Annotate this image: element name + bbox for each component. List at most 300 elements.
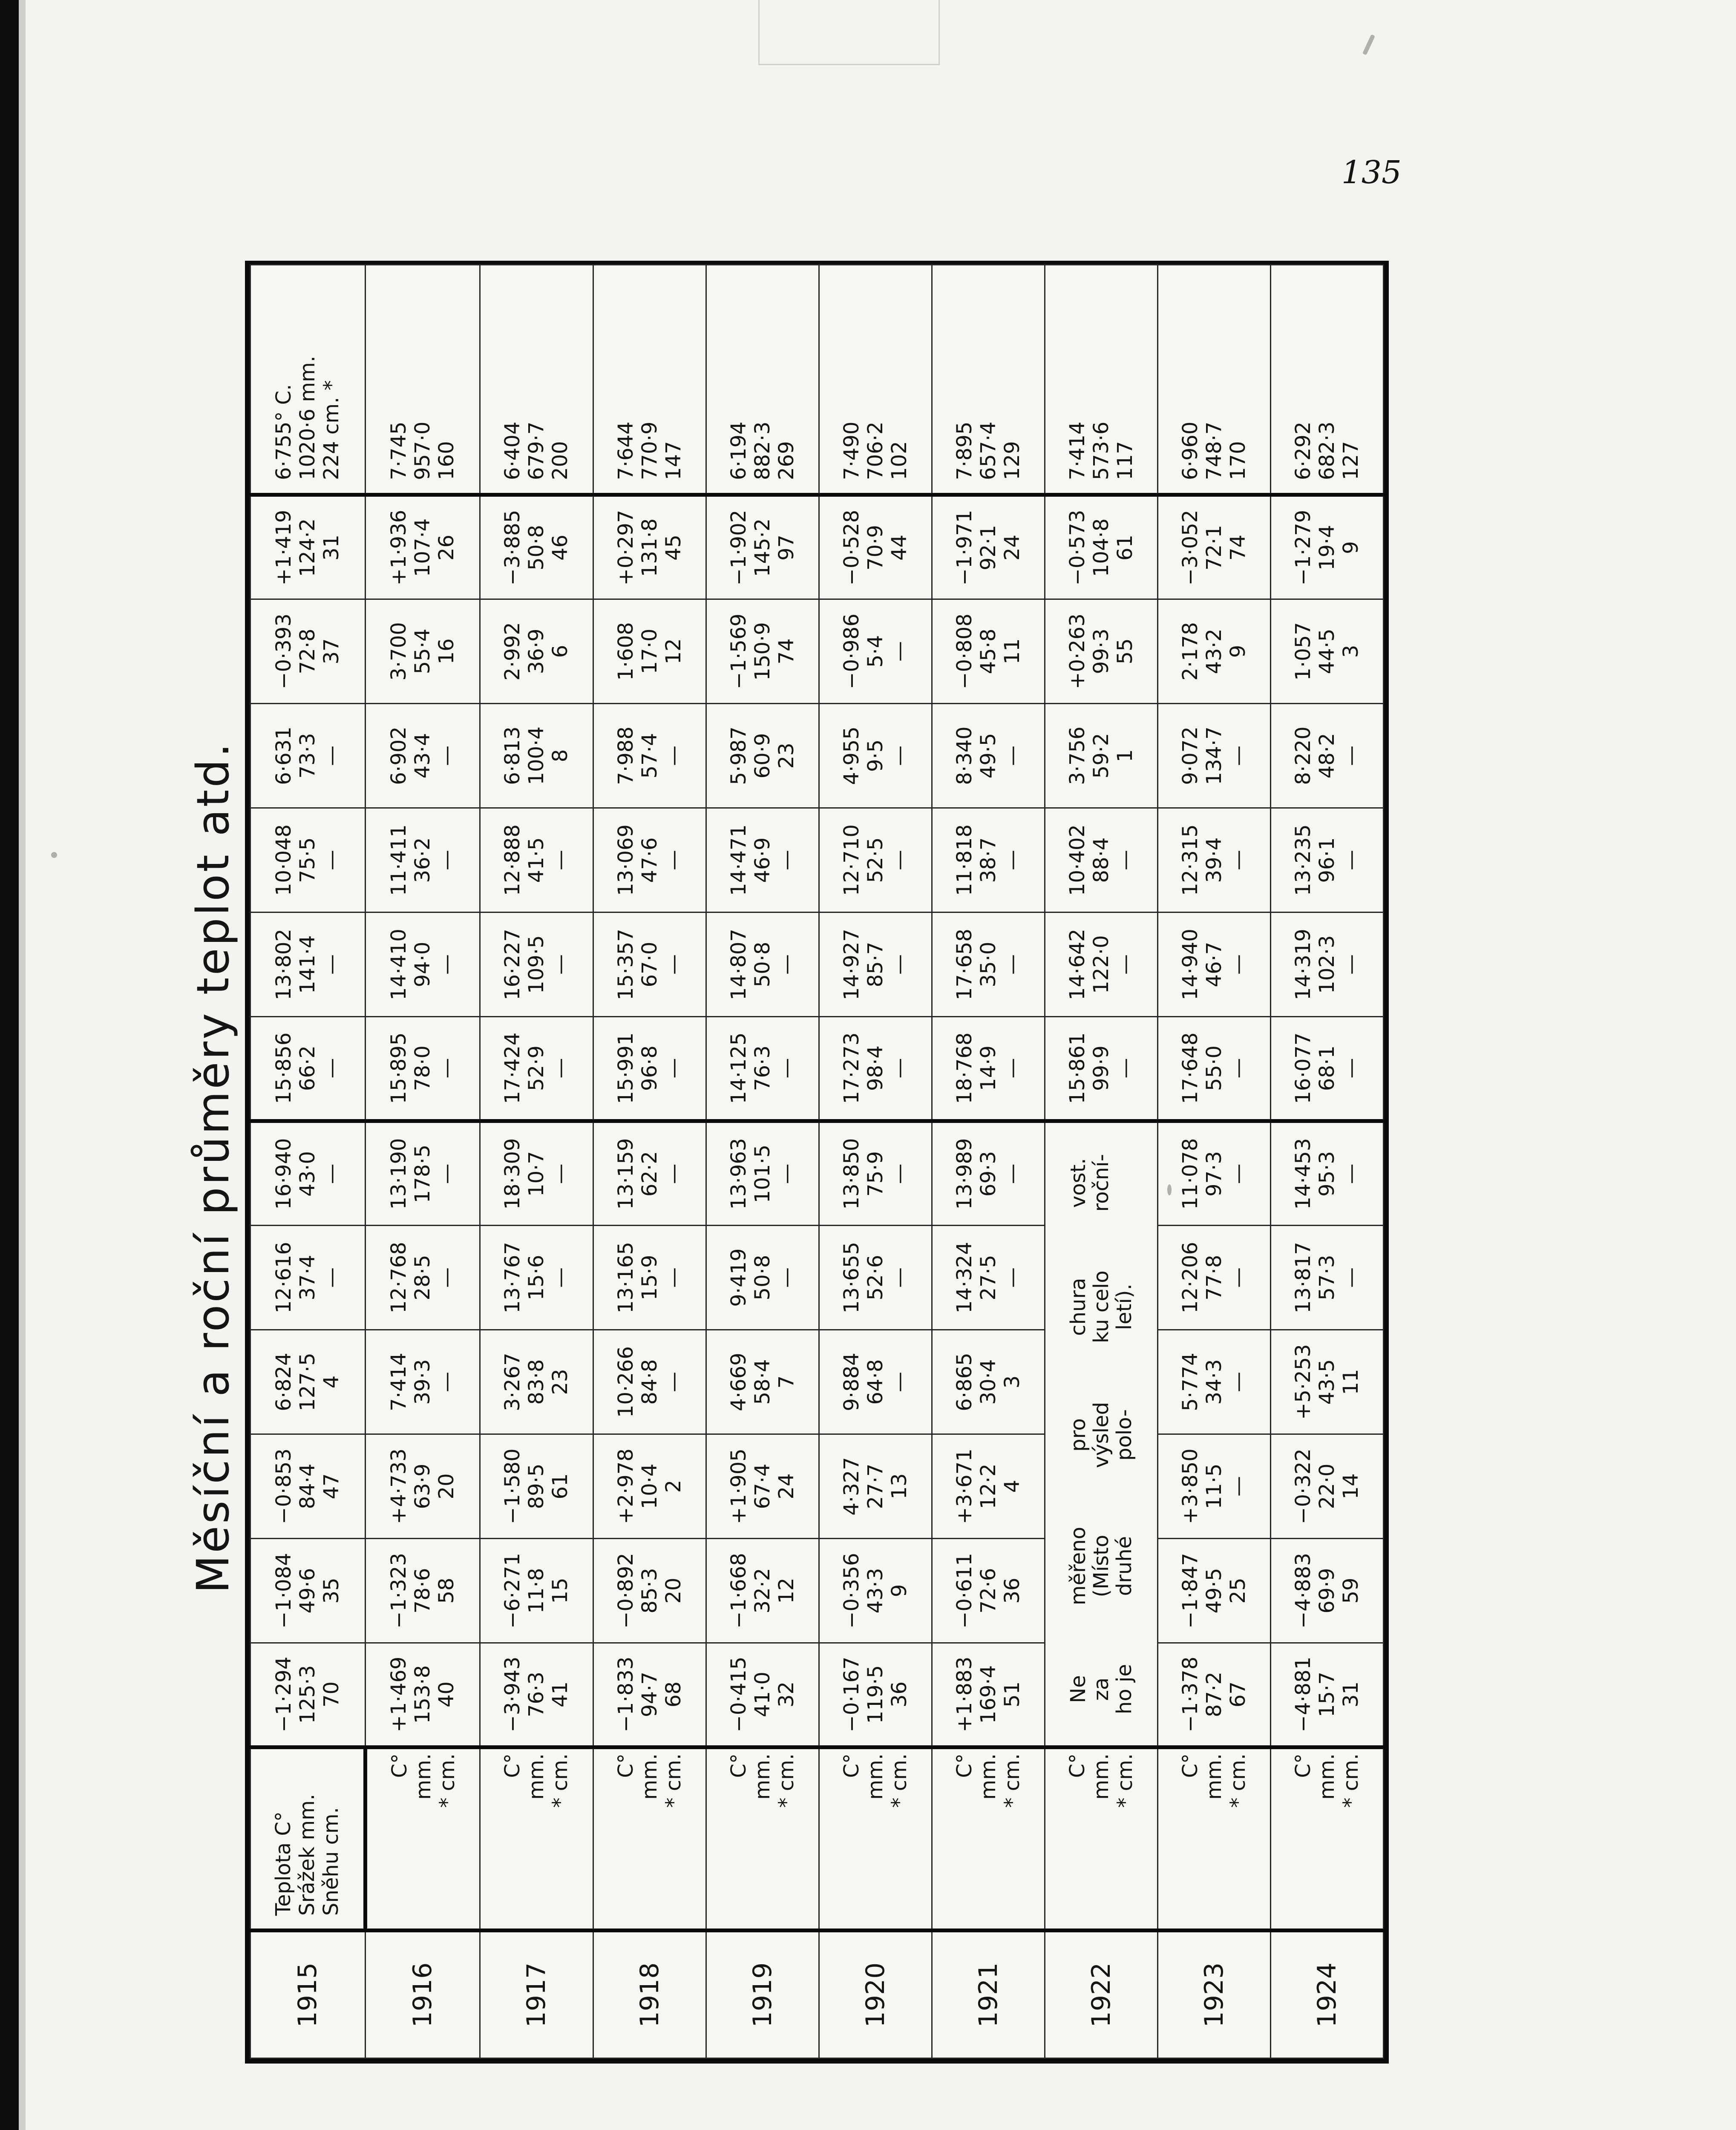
month-value-snow: — (887, 1372, 911, 1392)
month-value-temp: 13·069 (613, 824, 638, 896)
month-value-temp: 15·895 (387, 1032, 411, 1104)
climate-table-frame (245, 261, 1389, 2064)
month-value-snow: — (548, 1163, 573, 1184)
month-value-snow: 24 (774, 1473, 798, 1500)
month-cell (932, 1017, 1045, 1121)
year-cell: 1920 (819, 1931, 932, 2058)
month-value-temp: 13·817 (1291, 1242, 1315, 1313)
table-row (480, 265, 593, 2058)
month-value-temp: 18·309 (501, 1138, 525, 1210)
month-cell (480, 1643, 593, 1747)
unit-label-precip: mm. (524, 1753, 549, 1800)
month-cell (1270, 495, 1383, 599)
month-value-temp: 3·700 (387, 622, 411, 681)
annual-value-precip: 957·0 (411, 421, 435, 480)
unit-label-temp: Teplota C° (271, 1811, 295, 1916)
month-value-temp: 6·824 (272, 1353, 296, 1411)
month-value-precip: 122·0 (1089, 935, 1113, 994)
month-value-precip: 84·4 (296, 1463, 320, 1509)
month-value-precip: 15·9 (637, 1255, 662, 1301)
month-value-precip: 43·2 (1202, 628, 1226, 674)
month-value-snow: — (1000, 954, 1024, 975)
year-cell: 1921 (932, 1931, 1045, 2058)
month-value-snow: — (1000, 850, 1024, 870)
month-cell (1045, 599, 1157, 704)
month-value-snow: 9 (1339, 541, 1363, 554)
month-value-precip: 39·3 (411, 1359, 435, 1405)
month-value-snow: — (1226, 1267, 1250, 1288)
month-value-snow: 20 (435, 1473, 459, 1500)
month-value-precip: 60·9 (750, 733, 774, 779)
month-value-precip: 67·0 (637, 941, 662, 987)
month-value-temp: −0·611 (952, 1553, 976, 1629)
month-value-snow: — (1113, 850, 1137, 870)
month-value-temp: 6·631 (272, 726, 296, 785)
month-value-temp: −0·356 (839, 1553, 864, 1629)
month-cell (932, 1539, 1045, 1643)
month-value-temp: 13·655 (839, 1242, 864, 1313)
month-value-temp: 15·856 (272, 1032, 296, 1104)
month-value-snow: 2 (661, 1479, 685, 1493)
scan-left-edge-margin (19, 0, 26, 2130)
month-value-temp: 13·159 (613, 1138, 638, 1210)
month-value-precip: 85·3 (637, 1568, 662, 1614)
month-value-precip: 55·0 (1202, 1045, 1226, 1091)
month-value-precip: 14·9 (976, 1045, 1000, 1091)
month-value-temp: 10·266 (613, 1346, 638, 1418)
month-cell (706, 1330, 819, 1434)
month-value-snow: 9 (887, 1584, 911, 1598)
month-value-snow: 23 (548, 1369, 573, 1395)
month-value-snow: 58 (435, 1577, 459, 1604)
note-word: za (1089, 1677, 1113, 1701)
month-cell (706, 912, 819, 1017)
month-cell (365, 1434, 480, 1539)
month-value-snow: — (1226, 746, 1250, 766)
month-cell (1157, 1226, 1270, 1330)
month-value-precip: 57·3 (1315, 1255, 1339, 1301)
month-cell (706, 1121, 819, 1226)
month-value-snow: 70 (320, 1681, 344, 1708)
month-cell (1270, 808, 1383, 912)
climate-table-rotated (250, 265, 1384, 2059)
unit-label-precip: mm. (1315, 1753, 1339, 1800)
month-value-snow: — (320, 850, 344, 870)
month-value-temp: +3·850 (1178, 1448, 1202, 1524)
month-value-snow: 3 (1339, 645, 1363, 658)
unit-label-cell (819, 1747, 932, 1931)
table-row (819, 265, 932, 2058)
year-cell: 1917 (480, 1931, 593, 2058)
month-cell (1045, 912, 1157, 1017)
month-cell (932, 599, 1045, 704)
month-value-temp: 14·319 (1291, 929, 1315, 1000)
month-value-temp: 12·206 (1178, 1242, 1202, 1313)
month-value-snow: — (774, 1267, 798, 1288)
table-row (1045, 265, 1157, 2058)
month-cell (1157, 1539, 1270, 1643)
month-value-snow: 3 (1000, 1375, 1024, 1389)
month-value-temp: 14·453 (1291, 1138, 1315, 1210)
month-value-temp: +2·978 (613, 1448, 638, 1524)
month-value-precip: 46·7 (1202, 941, 1226, 987)
annual-value-snow: 269 (774, 441, 798, 480)
unit-label-temp: C° (501, 1753, 525, 1778)
month-value-snow: — (774, 954, 798, 975)
annual-value-snow: 102 (887, 441, 911, 480)
month-value-temp: −6·271 (501, 1553, 525, 1629)
month-value-precip: 76·3 (750, 1045, 774, 1091)
month-cell (1157, 1643, 1270, 1747)
annual-value-snow: 127 (1339, 441, 1363, 480)
month-value-temp: 14·471 (726, 824, 751, 896)
annual-value-precip: 748·7 (1202, 421, 1226, 480)
month-value-precip: 150·9 (750, 622, 774, 681)
month-value-snow: — (1339, 1163, 1363, 1184)
month-value-temp: 12·616 (272, 1242, 296, 1313)
month-value-temp: 17·648 (1178, 1032, 1202, 1104)
month-value-snow: — (320, 1163, 344, 1184)
month-value-temp: −0·322 (1291, 1448, 1315, 1524)
month-value-precip: 50·8 (750, 941, 774, 987)
month-cell (1157, 599, 1270, 704)
unit-label-cell (932, 1747, 1045, 1931)
annual-value-temp: 7·414 (1065, 421, 1089, 480)
annual-value-snow: 147 (661, 441, 685, 480)
month-cell (480, 1434, 593, 1539)
month-value-precip: 89·5 (524, 1463, 549, 1509)
month-value-snow: — (661, 1163, 685, 1184)
month-value-temp: 10·048 (272, 824, 296, 896)
annual-cell (932, 265, 1045, 495)
month-value-temp: 4·955 (839, 726, 864, 785)
month-value-snow: — (774, 1163, 798, 1184)
month-value-temp: −3·885 (501, 509, 525, 586)
month-value-temp: 6·865 (952, 1353, 976, 1411)
month-cell (480, 1226, 593, 1330)
month-value-precip: 77·8 (1202, 1255, 1226, 1301)
annual-value-temp: 6·292 (1291, 421, 1315, 480)
month-cell (706, 1539, 819, 1643)
month-cell (706, 1226, 819, 1330)
month-cell (1270, 1434, 1383, 1539)
month-value-temp: −4·881 (1291, 1656, 1315, 1733)
unit-label-snow: * cm. (1226, 1753, 1250, 1808)
month-value-temp: −0·853 (272, 1448, 296, 1524)
month-value-temp: 15·357 (613, 929, 638, 1000)
scan-left-edge (0, 0, 19, 2130)
month-cell (480, 704, 593, 808)
month-cell (932, 704, 1045, 808)
month-value-snow: — (548, 954, 573, 975)
month-cell (1157, 495, 1270, 599)
month-value-temp: 14·125 (726, 1032, 751, 1104)
month-value-snow: — (435, 1267, 459, 1288)
unit-label-cell (1157, 1747, 1270, 1931)
month-value-precip: 87·2 (1202, 1672, 1226, 1717)
month-value-snow: — (320, 746, 344, 766)
month-cell (819, 1643, 932, 1747)
month-cell (250, 912, 366, 1017)
month-value-temp: −0·167 (839, 1656, 864, 1733)
month-value-precip: 141·4 (296, 935, 320, 994)
month-value-snow: 36 (1000, 1577, 1024, 1604)
unit-label-cell (706, 1747, 819, 1931)
month-cell (932, 1643, 1045, 1747)
annual-value-snow: 170 (1226, 441, 1250, 480)
annual-value-precip: 573·6 (1089, 421, 1113, 480)
month-value-snow: 97 (774, 534, 798, 561)
month-value-temp: 3·267 (501, 1353, 525, 1411)
annual-value-snow: 200 (548, 441, 573, 480)
table-row (593, 265, 706, 2058)
month-value-temp: −0·528 (839, 509, 864, 586)
month-value-precip: 95·3 (1315, 1151, 1339, 1197)
month-value-temp: −0·573 (1065, 509, 1089, 586)
month-value-precip: 134·7 (1202, 726, 1226, 785)
month-value-precip: 49·5 (1202, 1568, 1226, 1614)
month-cell (480, 1330, 593, 1434)
month-value-snow: — (1339, 850, 1363, 870)
month-cell (706, 704, 819, 808)
month-value-precip: 11·5 (1202, 1463, 1226, 1509)
month-value-temp: −4·883 (1291, 1553, 1315, 1629)
month-cell (1045, 704, 1157, 808)
annual-value-snow: 160 (435, 441, 459, 480)
note-word: chura (1066, 1278, 1090, 1336)
month-value-precip: 41·0 (750, 1672, 774, 1717)
month-value-precip: 64·8 (863, 1359, 887, 1405)
month-cell (593, 808, 706, 912)
month-cell (365, 1539, 480, 1643)
annual-cell (706, 265, 819, 495)
month-value-temp: +1·469 (387, 1656, 411, 1733)
month-cell (593, 704, 706, 808)
month-value-temp: 13·767 (501, 1242, 525, 1313)
month-value-snow: 4 (1000, 1479, 1024, 1493)
unit-label-snow: * cm. (661, 1753, 685, 1808)
month-value-snow: — (1226, 1476, 1250, 1497)
month-value-snow: — (1226, 1058, 1250, 1079)
month-value-precip: 10·7 (524, 1151, 549, 1197)
unit-label-temp: C° (952, 1753, 976, 1778)
scan-speck (1362, 34, 1375, 55)
year-cell: 1916 (365, 1931, 480, 2058)
month-value-temp: −1·294 (272, 1656, 296, 1733)
month-value-temp: 7·988 (613, 726, 638, 785)
month-value-precip: 72·8 (296, 628, 320, 674)
annual-cell (1270, 265, 1383, 495)
month-value-temp: 13·989 (952, 1138, 976, 1210)
month-value-snow: — (1000, 1163, 1024, 1184)
month-cell (819, 1121, 932, 1226)
month-cell (1270, 912, 1383, 1017)
month-cell (1045, 808, 1157, 912)
note-word: vost. (1066, 1158, 1090, 1208)
month-value-temp: 9·884 (839, 1353, 864, 1411)
month-value-temp: 8·220 (1291, 726, 1315, 785)
month-value-snow: 61 (1113, 534, 1137, 561)
table-row (932, 265, 1045, 2058)
month-value-temp: +1·419 (272, 509, 296, 586)
month-cell (706, 495, 819, 599)
month-value-precip: 19·4 (1315, 525, 1339, 570)
month-value-temp: 13·190 (387, 1138, 411, 1210)
month-value-snow: — (661, 1372, 685, 1392)
month-value-precip: 38·7 (976, 837, 1000, 883)
month-value-snow: — (887, 850, 911, 870)
year-cell: 1919 (706, 1931, 819, 2058)
month-cell (365, 912, 480, 1017)
month-value-precip: 75·9 (863, 1151, 887, 1197)
month-value-temp: −3·052 (1178, 509, 1202, 586)
month-value-precip: 67·4 (750, 1463, 774, 1509)
month-value-precip: 28·5 (411, 1255, 435, 1301)
note-word: roční- (1089, 1154, 1113, 1212)
month-value-snow: — (661, 746, 685, 766)
month-value-precip: 100·4 (524, 726, 549, 785)
month-value-temp: 4·327 (839, 1457, 864, 1516)
month-value-precip: 101·5 (750, 1144, 774, 1203)
month-cell (365, 1330, 480, 1434)
month-cell (593, 1434, 706, 1539)
month-value-precip: 12·2 (976, 1463, 1000, 1509)
unit-label-snow: * cm. (1000, 1753, 1024, 1808)
month-value-precip: 32·2 (750, 1568, 774, 1614)
month-cell (1270, 1226, 1383, 1330)
month-value-temp: 13·963 (726, 1138, 751, 1210)
month-value-temp: 13·850 (839, 1138, 864, 1210)
month-value-snow: — (435, 954, 459, 975)
month-value-snow: — (661, 1267, 685, 1288)
month-value-precip: 62·2 (637, 1151, 662, 1197)
month-value-temp: −0·393 (272, 613, 296, 689)
annual-value-snow: 117 (1113, 441, 1137, 480)
unit-label-cell (250, 1747, 366, 1931)
month-cell (250, 495, 366, 599)
month-value-precip: 102·3 (1315, 935, 1339, 994)
annual-value-snow: 129 (1000, 441, 1024, 480)
month-value-precip: 30·4 (976, 1359, 1000, 1405)
month-value-precip: 57·4 (637, 733, 662, 779)
month-value-precip: 104·8 (1089, 518, 1113, 577)
month-value-precip: 78·6 (411, 1568, 435, 1614)
month-value-snow: 8 (548, 749, 573, 763)
scan-speck (1167, 1184, 1172, 1195)
month-cell (480, 599, 593, 704)
page-number: 135 (1341, 154, 1402, 191)
month-value-precip: 52·9 (524, 1045, 549, 1091)
month-value-temp: 7·414 (387, 1353, 411, 1411)
annual-value-precip: 770·9 (637, 421, 662, 480)
month-cell (1157, 808, 1270, 912)
annual-cell (480, 265, 593, 495)
month-value-temp: 10·402 (1065, 824, 1089, 896)
month-cell (250, 1539, 366, 1643)
month-value-precip: 94·7 (637, 1672, 662, 1717)
month-value-precip: 52·6 (863, 1255, 887, 1301)
month-value-temp: 17·658 (952, 929, 976, 1000)
unit-label-snow: Sněhu cm. (319, 1807, 343, 1916)
month-value-precip: 48·2 (1315, 733, 1339, 779)
month-value-snow: 55 (1113, 638, 1137, 665)
month-value-temp: 15·861 (1065, 1032, 1089, 1104)
month-value-precip: 99·3 (1089, 628, 1113, 674)
month-value-snow: 67 (1226, 1681, 1250, 1708)
month-value-temp: 8·340 (952, 726, 976, 785)
annual-cell (365, 265, 480, 495)
unit-label-cell (365, 1747, 480, 1931)
month-cell (1270, 1017, 1383, 1121)
month-value-temp: 14·940 (1178, 929, 1202, 1000)
unit-label-snow: * cm. (548, 1753, 573, 1808)
month-value-snow: 11 (1339, 1369, 1363, 1395)
month-value-snow: — (1339, 1058, 1363, 1079)
month-cell (706, 808, 819, 912)
month-value-precip: 58·4 (750, 1359, 774, 1405)
month-value-precip: 107·4 (411, 518, 435, 577)
month-value-snow: 74 (1226, 534, 1250, 561)
month-value-snow: — (435, 1163, 459, 1184)
month-value-precip: 153·8 (411, 1665, 435, 1724)
month-cell (593, 1330, 706, 1434)
month-value-snow: 41 (548, 1681, 573, 1708)
unit-label-precip: mm. (637, 1753, 662, 1800)
month-cell (819, 1017, 932, 1121)
month-value-temp: 6·902 (387, 726, 411, 785)
page-title: Měsíční a roční průměry teplot atd. (187, 741, 239, 1594)
month-value-snow: 12 (774, 1577, 798, 1604)
month-value-snow: 15 (548, 1577, 573, 1604)
month-value-precip: 15·7 (1315, 1672, 1339, 1717)
month-value-precip: 76·3 (524, 1672, 549, 1717)
annual-cell (1045, 265, 1157, 495)
month-cell (706, 1434, 819, 1539)
month-cell (480, 1017, 593, 1121)
month-value-temp: 16·077 (1291, 1032, 1315, 1104)
month-value-precip: 34·3 (1202, 1359, 1226, 1405)
month-value-snow: — (887, 954, 911, 975)
month-value-temp: −1·378 (1178, 1656, 1202, 1733)
month-cell (932, 1330, 1045, 1434)
month-value-snow: — (1000, 1058, 1024, 1079)
month-value-snow: — (1226, 954, 1250, 975)
page-title-wrap (170, 741, 256, 1594)
month-value-precip: 41·5 (524, 837, 549, 883)
month-value-temp: −1·902 (726, 509, 751, 586)
month-value-precip: 96·8 (637, 1045, 662, 1091)
month-value-snow: — (435, 746, 459, 766)
table-row (1270, 265, 1383, 2058)
month-cell (706, 1017, 819, 1121)
month-value-precip: 43·0 (296, 1151, 320, 1197)
month-value-snow: — (435, 1058, 459, 1079)
month-value-precip: 73·3 (296, 733, 320, 779)
month-value-snow: — (887, 641, 911, 662)
month-value-snow: — (887, 1058, 911, 1079)
month-cell (365, 808, 480, 912)
month-value-snow: — (1226, 850, 1250, 870)
month-value-snow: 11 (1000, 638, 1024, 665)
annual-value-precip: 706·2 (863, 421, 887, 480)
month-value-snow: — (887, 1267, 911, 1288)
month-value-precip: 70·9 (863, 525, 887, 570)
month-value-snow: 6 (548, 645, 573, 658)
unit-label-temp: C° (1291, 1753, 1315, 1778)
month-value-temp: 12·768 (387, 1242, 411, 1313)
month-value-precip: 69·9 (1315, 1568, 1339, 1614)
month-value-precip: 36·2 (411, 837, 435, 883)
